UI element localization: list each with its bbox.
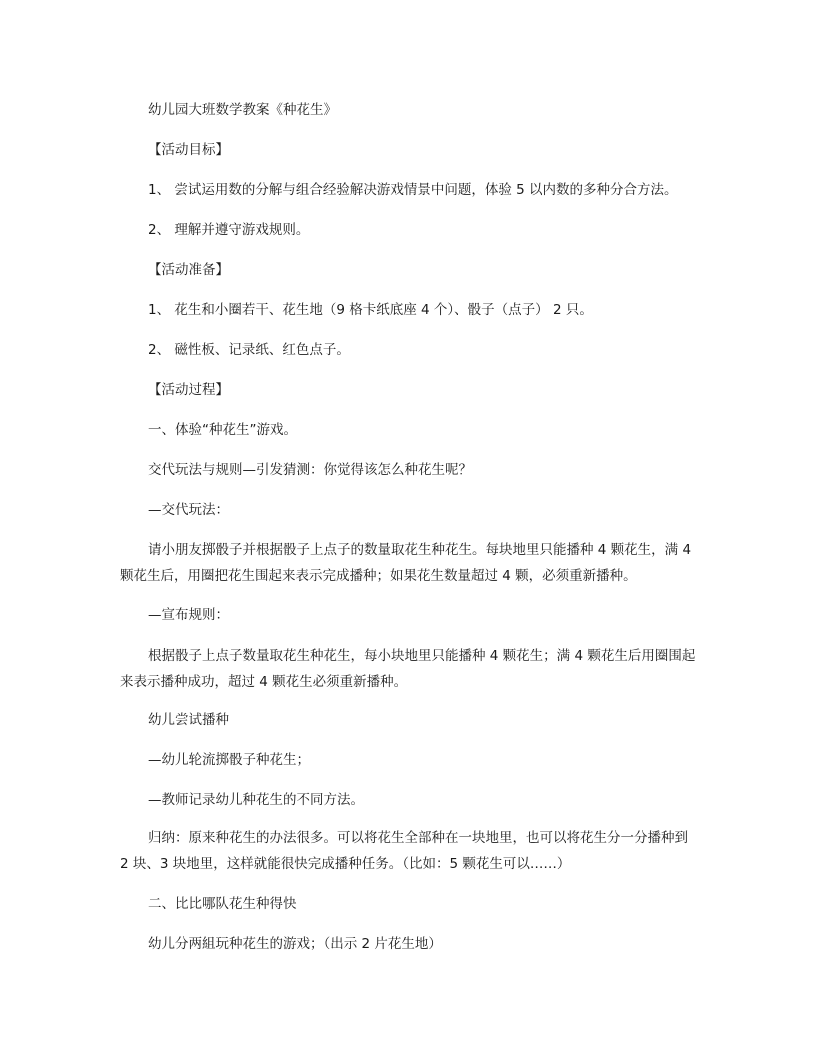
- rules-heading: —宣布规则：: [148, 607, 229, 623]
- prep-item-1: 1、 花生和小圈若干、花生地（9 格卡纸底座 4 个）、骰子（点子） 2 只。: [148, 302, 593, 318]
- step-1-heading: 一、体验“种花生”游戏。: [148, 422, 297, 438]
- try-item-1: —幼儿轮流掷骰子种花生；: [148, 752, 310, 768]
- last-line: 幼儿分两組玩种花生的游戏；（出示 2 片花生地）: [148, 936, 442, 952]
- step-2-heading: 二、比比哪队花生种得快: [148, 896, 297, 912]
- try-item-2: —教师记录幼儿种花生的不同方法。: [148, 792, 364, 808]
- section-heading-preparation: 【活动准备】: [148, 262, 229, 278]
- document-title: 幼儿园大班数学教案《种花生》: [148, 102, 337, 118]
- explain-line: 交代玩法与规则—引发猜测：你觉得该怎么种花生呢？: [148, 462, 472, 478]
- try-heading: 幼儿尝试播种: [148, 712, 229, 728]
- prep-item-2: 2、 磁性板、记录纸、红色点子。: [148, 342, 350, 358]
- goal-item-2: 2、 理解并遵守游戏规则。: [148, 222, 310, 238]
- play-heading: —交代玩法：: [148, 502, 229, 518]
- section-heading-goals: 【活动目标】: [148, 142, 229, 158]
- summary-paragraph: 归纳：原来种花生的办法很多。可以将花生全部种在一块地里，也可以将花生分一分播种到 2 块、3 块地里，这样就能很快完成播种任务。（比如：5 颗花生可以……）: [120, 830, 688, 872]
- rules-paragraph: 根据骰子上点子数量取花生种花生，每小块地里只能播种 4 颗花生；满 4 颗花生后用圈围起来表示播种成功，超过 4 颗花生必须重新播种。: [120, 648, 696, 690]
- play-paragraph: 请小朋友掷骰子并根据骰子上点子的数量取花生种花生。每块地里只能播种 4 颗花生，满 4 颗花生后，用圈把花生围起来表示完成播种；如果花生数量超过 4 颗，必须重新播种。: [120, 542, 692, 584]
- section-heading-process: 【活动过程】: [148, 382, 229, 398]
- goal-item-1: 1、 尝试运用数的分解与组合经验解决游戏情景中问题，体验 5 以内数的多种分合方法。: [148, 182, 678, 198]
